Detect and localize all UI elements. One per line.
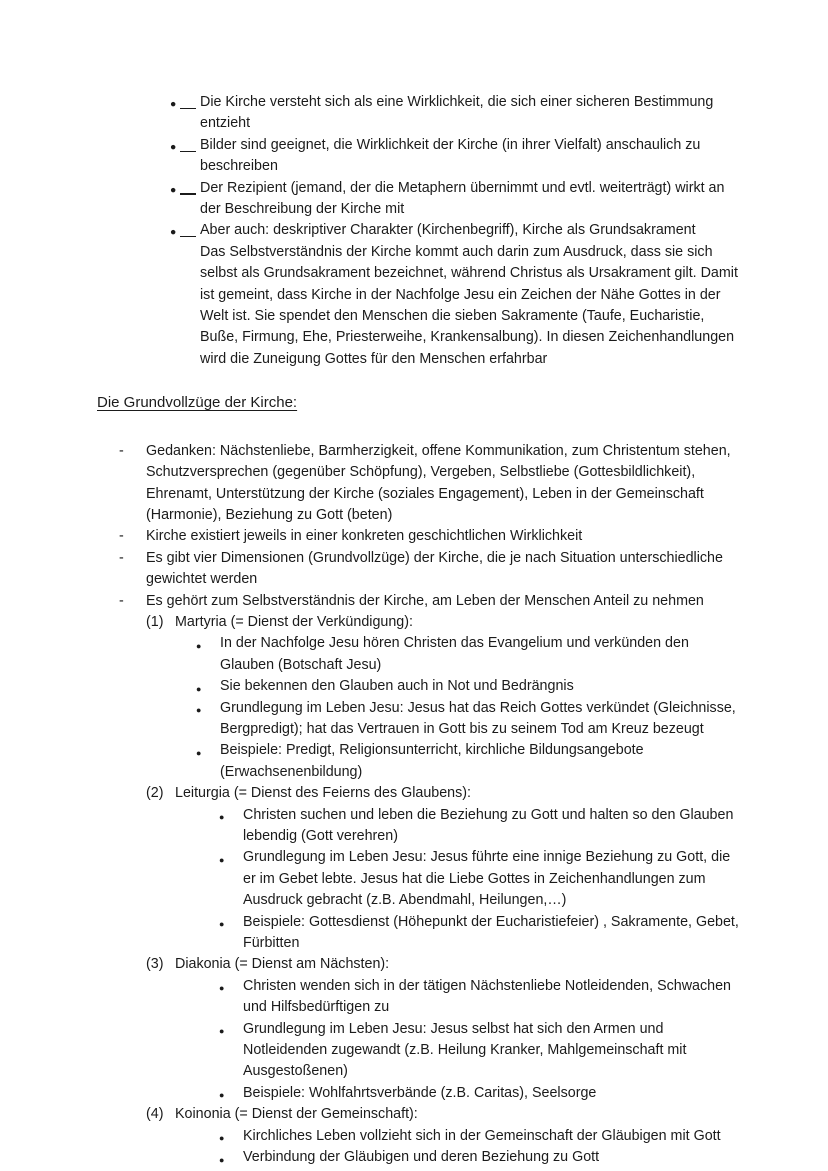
bullet-glyph: ● [170,140,177,153]
section-martyria [0,612,746,783]
list-item-text: Christen wenden sich in der tätigen Nächstenliebe Notleidenden, Schwachen und Hilfsbedürftigen zu [243,977,731,1016]
list-item [170,92,746,135]
document-content [0,92,828,1169]
dash-icon: - [119,549,124,566]
list-item [170,178,746,221]
list-item-text: Grundlegung im Leben Jesu: Jesus führte eine innige Beziehung zu Gott, die er im Gebet lebte. Jesus hat die Liebe Gottes in Zeichenhandlungen zum Ausdruck gebracht (z.B. Abendmahl, Heilungen,…) [243,849,731,909]
bullet-glyph: ● [170,98,177,110]
section-number: (3) [146,956,164,973]
list-item [219,847,746,911]
section-title-text: Diakonia (= Dienst am Nächsten): [175,956,390,973]
bullet-glyph: ● [170,226,177,239]
list-item-text: Bilder sind geeignet, die Wirklichkeit der Kirche (in ihrer Vielfalt) anschaulich zu beschreiben [200,136,701,175]
list-item-text: Beispiele: Gottesdienst (Höhepunkt der Eucharistiefeier) , Sakramente, Gebet, Fürbitten [243,913,739,952]
list-item-text: Grundlegung im Leben Jesu: Jesus selbst hat sich den Armen und Notleidenden zugewandt (z.B. Heilung Kranker, Mahlgemeinschaft mit Ausgestoßenen) [243,1020,687,1080]
section-diakonia [0,954,746,1104]
section-number: (1) [146,613,164,630]
tab-underline [180,193,196,194]
bullet-icon [170,220,200,241]
list-item-text: Grundlegung im Leben Jesu: Jesus hat das Reich Gottes verkündet (Gleichnisse, Bergpredigt); hat das Vertrauen in Gott bis zu seinem Tod am Kreuz bezeugt [220,699,736,737]
tab-underline [180,236,196,237]
tab-underline [180,151,196,152]
list-item [196,633,746,676]
dash-icon: - [119,592,124,609]
bullet-icon [170,178,200,199]
list-item [219,1019,746,1083]
section-heading: Die Grundvollzüge der Kirche: [97,394,298,412]
dash-icon: - [119,528,124,545]
continuation-paragraph: Das Selbstverständnis der Kirche kommt auch darin zum Ausdruck, dass sie sich selbst als Grundsakrament bezeichnet, während Christus als Ursakrament gilt. Damit ist gemeint, dass Kirche in der Nachfolge Jesu ein Zeichen der Nähe Gottes in der Welt ist. Sie spendet den Menschen die sieben Sakramente (Taufe, Eucharistie, Buße, Firmung, Ehe, Priesterweihe, Krankensalbung). In diesen Zeichenhandlungen wird die Zuneigung Gottes für den Menschen erfahrbar [200,243,738,367]
tab-underline [180,108,196,109]
list-item [119,441,746,527]
list-item-text: Aber auch: deskriptiver Charakter (Kirchenbegriff), Kirche als Grundsakrament [200,222,696,239]
bullet-icon: ● [219,919,225,930]
list-item-text: Beispiele: Wohlfahrtsverbände (z.B. Caritas), Seelsorge [243,1084,597,1101]
section-title [146,954,746,975]
list-item [170,135,746,178]
list-item [196,698,746,741]
bullet-icon: ● [196,640,202,651]
list-item-text: Verbindung der Gläubigen und deren Beziehung zu Gott [243,1149,600,1166]
section-koinonia [0,1104,746,1168]
list-item-text: Kirchliches Leben vollzieht sich in der Gemeinschaft der Gläubigen mit Gott [243,1127,721,1144]
section-leiturgia [0,783,746,954]
bullet-icon: ● [219,983,225,994]
intro-bullet-list [0,92,746,242]
bullet-icon: ● [219,1026,225,1037]
section-title [146,1104,746,1125]
list-item [170,220,746,241]
list-item-text: Der Rezipient (jemand, der die Metaphern übernimmt und evtl. weiterträgt) wirkt an der Beschreibung der Kirche mit [200,179,725,218]
bullet-icon [170,135,200,156]
list-item-text: In der Nachfolge Jesu hören Christen das Evangelium und verkünden den Glauben (Botschaft Jesu) [220,635,689,673]
sub-bullet-list [0,805,746,955]
bullet-icon: ● [219,1154,225,1165]
bullet-icon: ● [219,1090,225,1101]
list-item [219,912,746,955]
list-item [196,740,746,783]
bullet-icon: ● [196,705,202,716]
bullet-icon [170,92,200,113]
sub-bullet-list [0,976,746,1104]
list-item [119,591,746,612]
section-number: (4) [146,1106,164,1123]
dash-icon: - [119,442,124,459]
section-title-text: Koinonia (= Dienst der Gemeinschaft): [175,1106,418,1123]
list-item-text: Sie bekennen den Glauben auch in Not und Bedrängnis [220,678,574,695]
section-title-text: Martyria (= Dienst der Verkündigung): [175,613,413,630]
list-item [119,548,746,591]
section-title [146,783,746,804]
bullet-icon: ● [219,854,225,865]
list-item [196,676,746,697]
list-item [219,805,746,848]
list-item-text: Christen suchen und leben die Beziehung zu Gott und halten so den Glauben lebendig (Gott verehren) [243,806,734,844]
section-title [146,612,746,633]
list-item-text: Kirche existiert jeweils in einer konkreten geschichtlichen Wirklichkeit [146,528,583,545]
section-title-text: Leiturgia (= Dienst des Feierns des Glaubens): [175,785,472,802]
dash-list [0,441,746,612]
sub-bullet-list [0,1126,746,1169]
list-item-text: Gedanken: Nächstenliebe, Barmherzigkeit, offene Kommunikation, zum Christentum stehen, Schutzversprechen (gegenüber Schöpfung), Vergeben, Selbstliebe (Gottesbildlichkeit), Ehrenamt, Unterstützung der Kirche (soziales Engagement), Leben in der Gemeinschaft (Harmonie), Beziehung zu Gott (beten) [146,442,731,523]
bullet-icon: ● [196,747,202,758]
list-item-text: Die Kirche versteht sich als eine Wirklichkeit, die sich einer sicheren Bestimmung entzieht [200,94,714,132]
list-item [219,1147,746,1168]
bullet-icon: ● [219,1133,225,1144]
list-item-text: Es gibt vier Dimensionen (Grundvollzüge) der Kirche, die je nach Situation unterschiedliche gewichtet werden [146,549,723,588]
bullet-icon: ● [219,812,225,823]
list-item [219,1126,746,1147]
list-item [219,976,746,1019]
list-item [219,1083,746,1104]
bullet-glyph: ● [170,183,177,196]
list-item [119,526,746,547]
bullet-icon: ● [196,683,202,694]
list-item-text: Beispiele: Predigt, Religionsunterricht, kirchliche Bildungsangebote (Erwachsenenbildung) [220,742,644,780]
list-item-text: Es gehört zum Selbstverständnis der Kirche, am Leben der Menschen Anteil zu nehmen [146,592,704,609]
section-number: (2) [146,785,164,802]
sub-bullet-list [0,633,746,783]
